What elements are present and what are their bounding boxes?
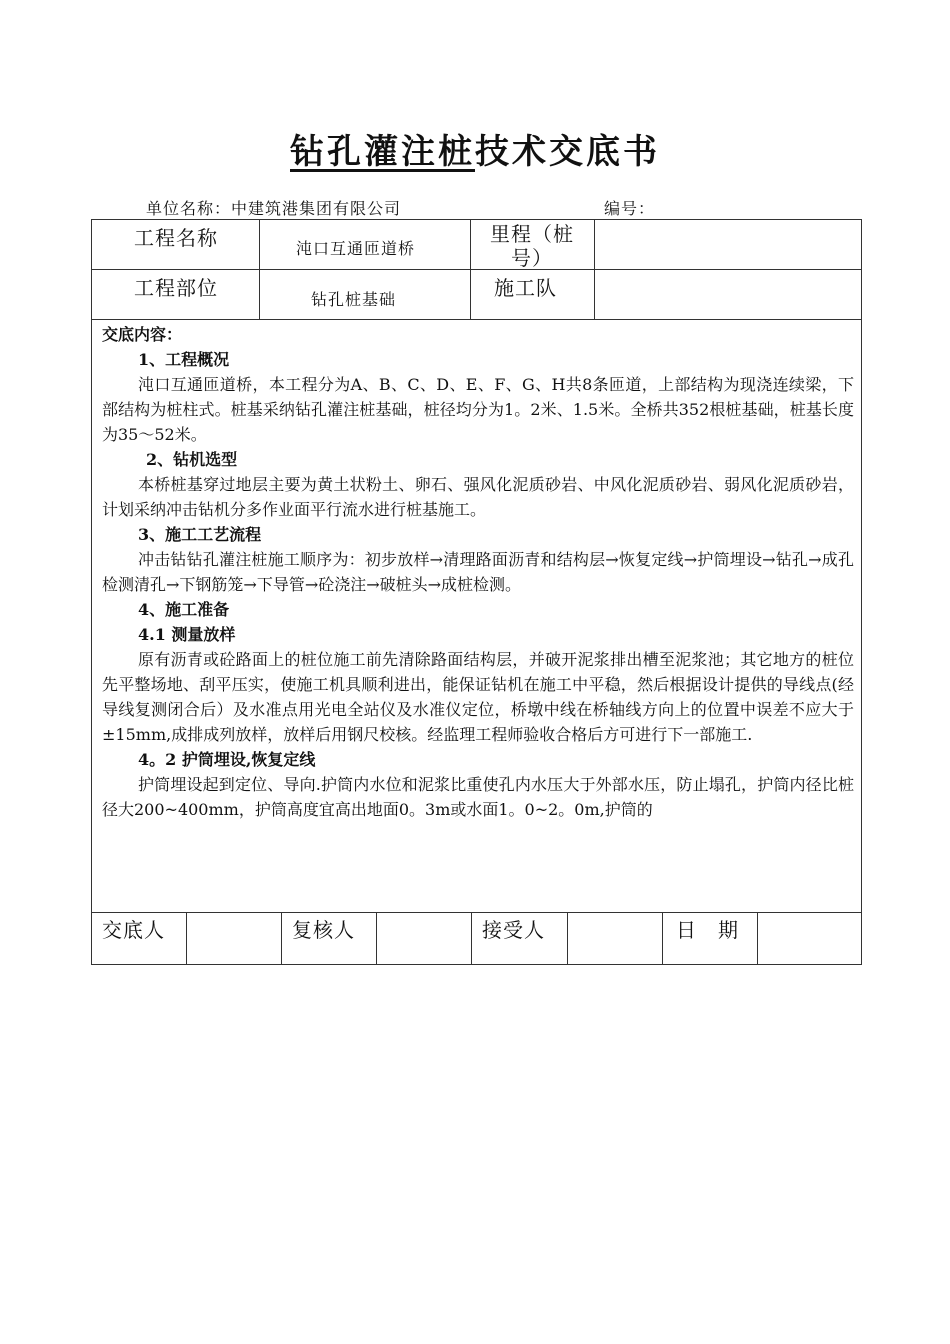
section-paragraph: 护筒埋设起到定位、导向.护筒内水位和泥浆比重使孔内水压大于外部水压，防止塌孔，护筒内径比桩径大200~400mm，护筒高度宜高出地面0。3m或水面1。0~2。0m,护筒的 bbox=[102, 775, 854, 819]
section-paragraph: 原有沥青或砼路面上的桩位施工前先清除路面结构层，并破开泥浆排出槽至泥浆池；其它地方的桩位先平整场地、刮平压实，使施工机具顺利进出，能保证钻机在施工中平稳，然后根据设计提供的导线点(经导线复测闭合后）及水准点用光电全站仪及水准仪定位，桥墩中线在桥轴线方向上的位置中误差不应大于±15mm,成排成列放样，放样后用钢尺校核。经监理工程师验收合格后方可进行下一部施工. bbox=[102, 650, 854, 744]
col-divider bbox=[662, 912, 663, 965]
col-divider bbox=[186, 912, 187, 965]
reviewer-label: 复核人 bbox=[292, 918, 355, 942]
project-name-label: 工程名称 bbox=[134, 226, 218, 250]
section-heading: 3、施工工艺流程 bbox=[138, 525, 262, 544]
col-divider bbox=[567, 912, 568, 965]
section-heading: 2、钻机选型 bbox=[146, 450, 238, 469]
section-heading: 1、工程概况 bbox=[138, 350, 230, 369]
construction-team-label: 施工队 bbox=[494, 276, 557, 300]
title-rest-part: 技术交底书 bbox=[475, 132, 660, 172]
subsection-heading: 4.1 测量放样 bbox=[138, 625, 236, 644]
row-divider bbox=[91, 912, 862, 913]
date-label: 日 期 bbox=[676, 918, 739, 942]
unit-name-line: 单位名称：中建筑港集团有限公司 bbox=[146, 199, 402, 218]
section-paragraph: 本桥桩基穿过地层主要为黄土状粉土、卵石、强风化泥质砂岩、中风化泥质砂岩、弱风化泥质砂岩，计划采纳冲击钻机分多作业面平行流水进行桩基施工。 bbox=[102, 475, 854, 519]
project-name-value: 沌口互通匝道桥 bbox=[296, 239, 416, 258]
col-divider bbox=[757, 912, 758, 965]
subsection-heading: 4。2 护筒埋设,恢复定线 bbox=[138, 750, 316, 769]
project-part-label: 工程部位 bbox=[134, 276, 218, 300]
row-divider bbox=[91, 319, 862, 320]
title-underlined-part: 钻孔灌注桩 bbox=[290, 132, 475, 172]
col-divider bbox=[281, 912, 282, 965]
col-divider bbox=[594, 219, 595, 319]
document-code-label: 编号： bbox=[604, 199, 656, 218]
row-divider bbox=[91, 269, 862, 270]
col-divider bbox=[471, 912, 472, 965]
col-divider bbox=[259, 219, 260, 319]
project-part-value: 钻孔桩基础 bbox=[311, 290, 397, 309]
section-paragraph: 冲击钻钻孔灌注桩施工顺序为：初步放样→清理路面沥青和结构层→恢复定线→护筒埋设→钻孔→成孔检测清孔→下钢筋笼→下导管→砼浇注→破桩头→成桩检测。 bbox=[102, 550, 854, 594]
col-divider bbox=[376, 912, 377, 965]
document-title bbox=[0, 124, 950, 173]
section-paragraph: 沌口互通匝道桥，本工程分为A、B、C、D、E、F、G、H共8条匝道，上部结构为现浇连续梁，下部结构为桩柱式。桩基采纳钻孔灌注桩基础，桩径均分为1。2米、1.5米。全桥共352根桩基础，桩基长度为35～52米。 bbox=[102, 375, 854, 444]
col-divider bbox=[470, 219, 471, 319]
disclosure-content bbox=[102, 322, 854, 822]
receiver-label: 接受人 bbox=[482, 918, 545, 942]
section-heading: 4、施工准备 bbox=[138, 600, 230, 619]
content-lead-label: 交底内容： bbox=[102, 325, 183, 344]
mileage-label: 里程（桩号） bbox=[490, 222, 574, 270]
discloser-label: 交底人 bbox=[102, 918, 165, 942]
